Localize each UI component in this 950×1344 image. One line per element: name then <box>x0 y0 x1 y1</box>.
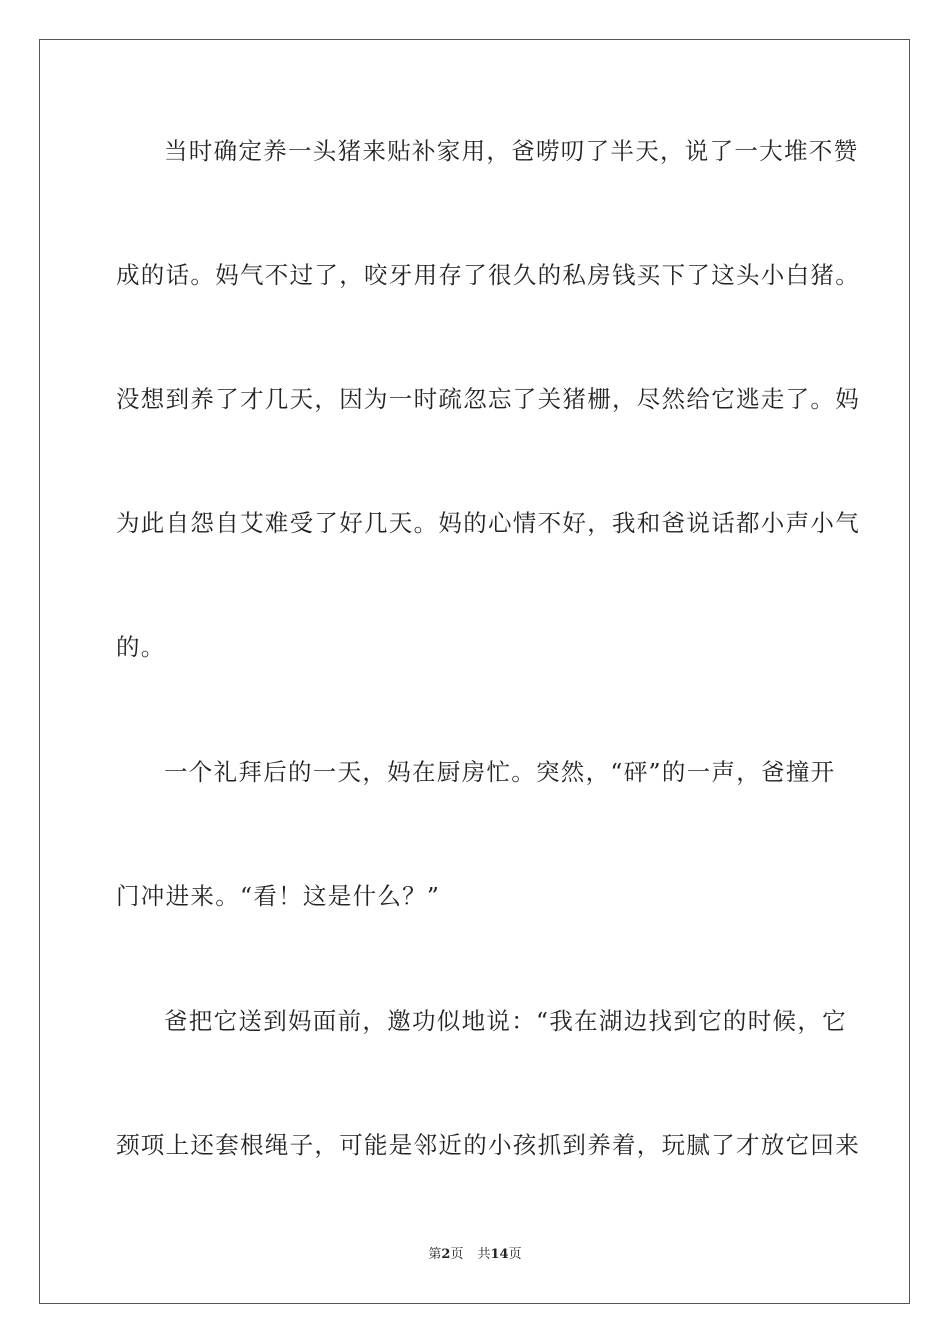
page-prefix: 第 <box>428 1247 442 1262</box>
text-line: 没想到养了才几天，因为一时疏忽忘了关猪栅，尽然给它逃走了。妈 <box>116 385 860 413</box>
text-line: 的。 <box>116 633 166 661</box>
text-line: 颈项上还套根绳子，可能是邻近的小孩抓到养着，玩腻了才放它回来 <box>116 1131 860 1159</box>
page-footer <box>0 1246 950 1264</box>
total-pages: 14 <box>490 1247 509 1262</box>
text-line: 当时确定养一头猪来贴补家用，爸唠叨了半天，说了一大堆不赞 <box>164 137 859 165</box>
text-line: 为此自怨自艾难受了好几天。妈的心情不好，我和爸说话都小声小气 <box>116 509 860 537</box>
page-border <box>39 39 910 1304</box>
page-number: 2 <box>441 1247 451 1262</box>
total-prefix: 共 <box>477 1247 491 1262</box>
text-line: 门冲进来。“看！这是什么？” <box>116 882 441 910</box>
total-suffix: 页 <box>508 1247 522 1262</box>
text-line: 一个礼拜后的一天，妈在厨房忙。突然，“砰”的一声，爸撞开 <box>164 758 836 786</box>
text-line: 成的话。妈气不过了，咬牙用存了很久的私房钱买下了这头小白猪。 <box>116 261 860 289</box>
text-line: 爸把它送到妈面前，邀功似地说：“我在湖边找到它的时候，它 <box>164 1007 847 1035</box>
page-suffix: 页 <box>450 1247 464 1262</box>
